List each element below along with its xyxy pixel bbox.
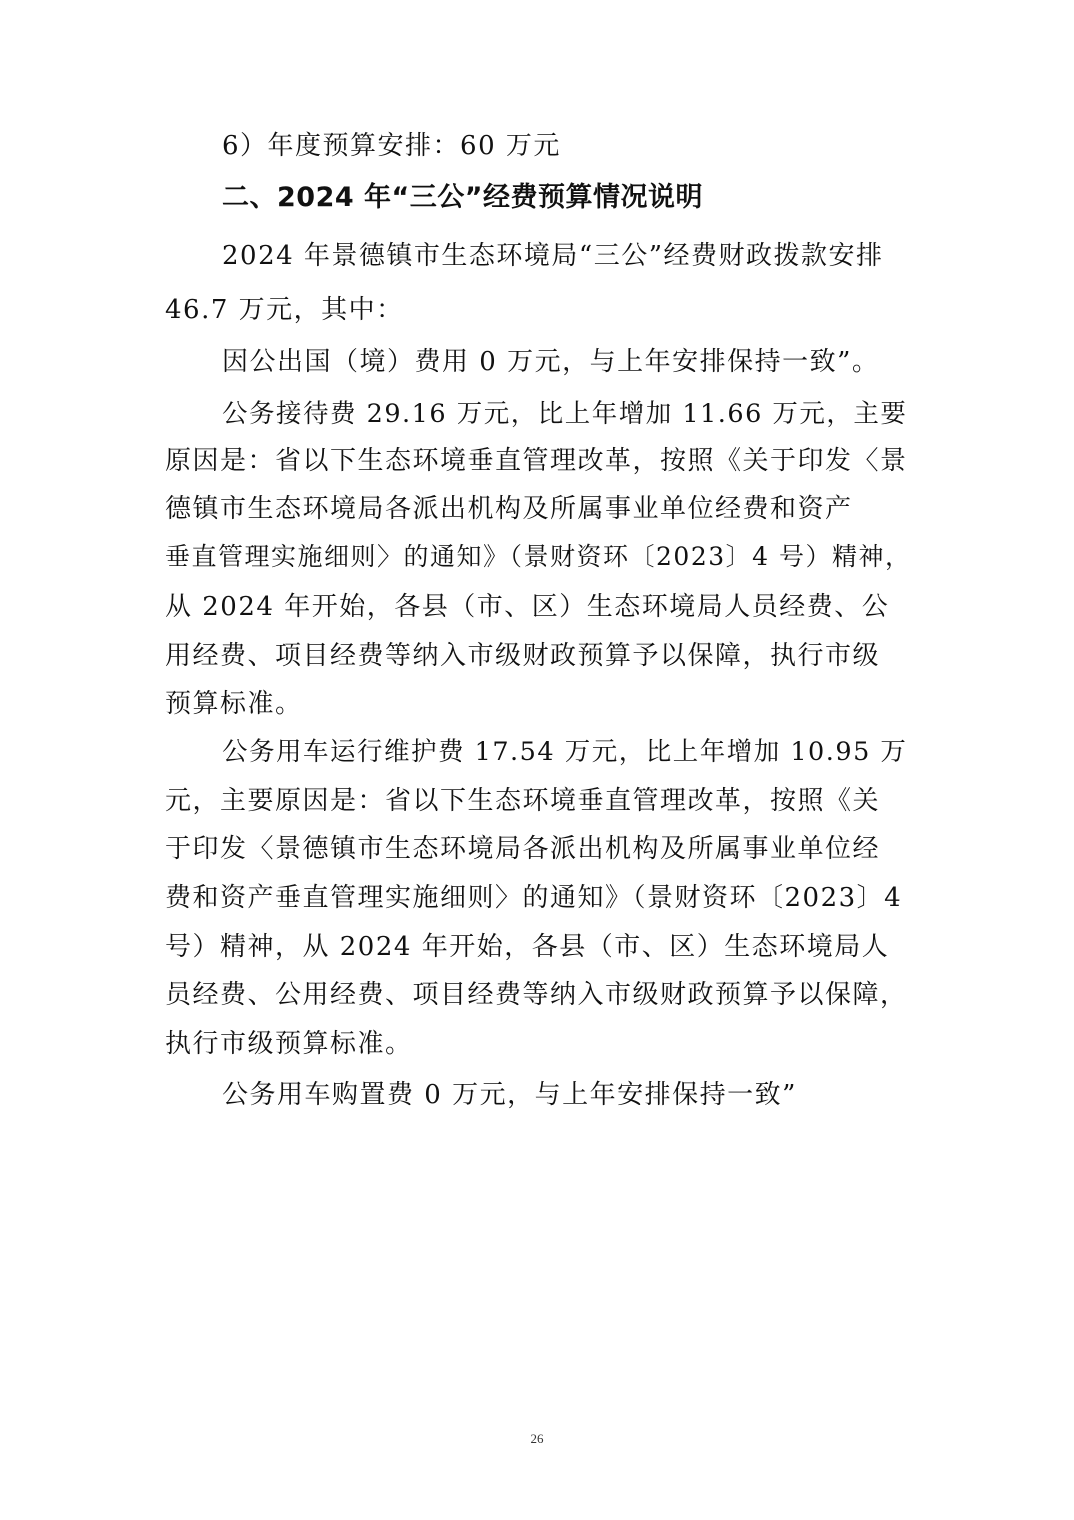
paragraph-line: 用经费、项目经费等纳入市级财政预算予以保障，执行市级 xyxy=(165,641,881,671)
paragraph-line: 公务接待费 29.16 万元，比上年增加 11.66 万元，主要 xyxy=(222,399,908,429)
paragraph-line: 2024 年景德镇市生态环境局“三公”经费财政拨款安排 xyxy=(222,241,884,271)
section-heading: 二、2024 年“三公”经费预算情况说明 xyxy=(222,182,704,213)
paragraph-line: 公务用车运行维护费 17.54 万元，比上年增加 10.95 万 xyxy=(222,737,908,767)
paragraph-line: 预算标准。 xyxy=(165,689,303,719)
paragraph-line: 垂直管理实施细则〉的通知》（景财资环〔2023〕4 号）精神， xyxy=(165,542,912,571)
paragraph-line: 费和资产垂直管理实施细则〉的通知》（景财资环〔2023〕4 xyxy=(165,883,903,913)
paragraph-line: 因公出国（境）费用 0 万元，与上年安排保持一致”。 xyxy=(222,347,880,377)
paragraph-line: 46.7 万元，其中： xyxy=(165,295,404,325)
budget-item-6: 6）年度预算安排：60 万元 xyxy=(222,131,561,161)
paragraph-line: 从 2024 年开始，各县（市、区）生态环境局人员经费、公 xyxy=(165,592,890,622)
paragraph-line: 公务用车购置费 0 万元，与上年安排保持一致” xyxy=(222,1080,797,1110)
paragraph-line: 执行市级预算标准。 xyxy=(165,1029,413,1059)
paragraph-line: 元，主要原因是：省以下生态环境垂直管理改革，按照《关 xyxy=(165,786,881,816)
paragraph-line: 员经费、公用经费、项目经费等纳入市级财政预算予以保障， xyxy=(165,980,908,1010)
paragraph-line: 德镇市生态环境局各派出机构及所属事业单位经费和资产 xyxy=(165,494,853,524)
paragraph-line: 原因是：省以下生态环境垂直管理改革，按照《关于印发〈景 xyxy=(165,446,908,476)
paragraph-line: 于印发〈景德镇市生态环境局各派出机构及所属事业单位经 xyxy=(165,834,881,864)
page-number: 26 xyxy=(530,1431,544,1446)
paragraph-line: 号）精神，从 2024 年开始，各县（市、区）生态环境局人 xyxy=(165,932,890,962)
